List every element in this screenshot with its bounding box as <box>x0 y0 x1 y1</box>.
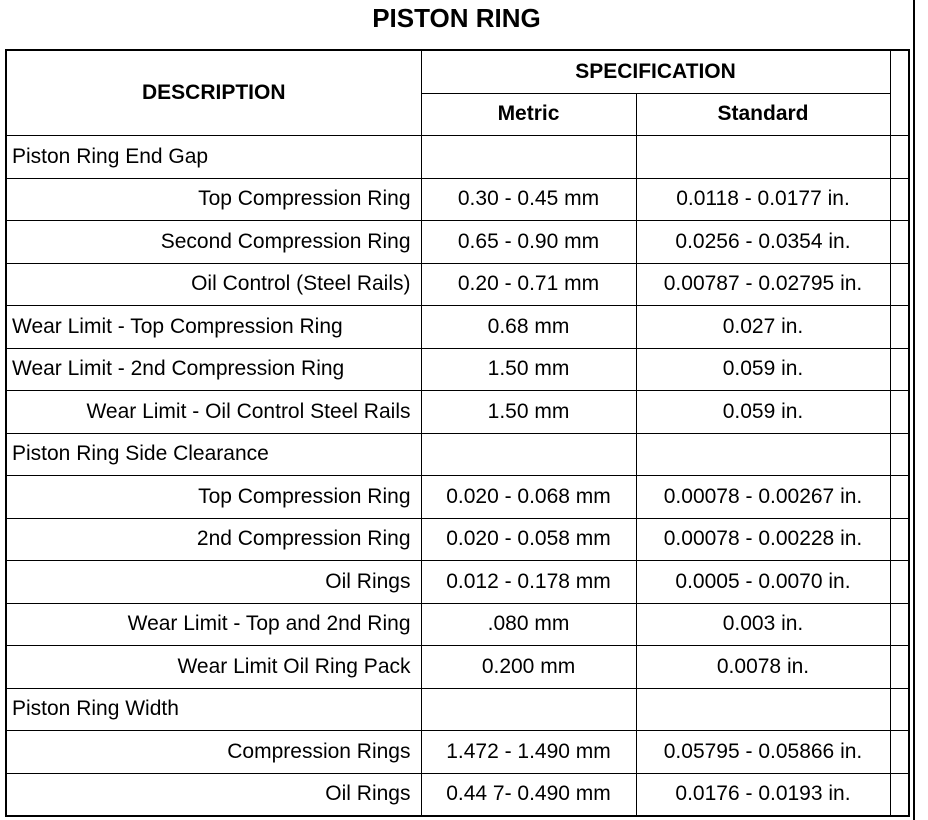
row-standard-value: 0.00078 - 0.00267 in. <box>636 476 890 519</box>
row-metric-value: .080 mm <box>421 603 636 646</box>
row-standard-value: 0.0176 - 0.0193 in. <box>636 773 890 816</box>
row-description: Wear Limit - Top Compression Ring <box>6 306 421 349</box>
table-row <box>6 731 909 774</box>
table-row <box>6 221 909 264</box>
standard-header: Standard <box>636 93 890 136</box>
row-metric-value: 0.20 - 0.71 mm <box>421 263 636 306</box>
table-row <box>6 561 909 604</box>
metric-header: Metric <box>421 93 636 136</box>
margin-cell <box>890 603 909 646</box>
row-metric-value <box>421 688 636 731</box>
page-title: PISTON RING <box>372 3 541 33</box>
table-row <box>6 348 909 391</box>
piston-ring-spec-table <box>5 49 910 817</box>
row-description: Piston Ring Side Clearance <box>6 433 421 476</box>
row-description: Piston Ring Width <box>6 688 421 731</box>
row-standard-value: 0.059 in. <box>636 348 890 391</box>
row-standard-value: 0.027 in. <box>636 306 890 349</box>
margin-cell <box>890 136 909 179</box>
row-metric-value: 0.65 - 0.90 mm <box>421 221 636 264</box>
row-description: Second Compression Ring <box>6 221 421 264</box>
row-description: Top Compression Ring <box>6 476 421 519</box>
margin-cell <box>890 178 909 221</box>
table-row <box>6 178 909 221</box>
row-description: Wear Limit - 2nd Compression Ring <box>6 348 421 391</box>
row-metric-value: 0.68 mm <box>421 306 636 349</box>
margin-cell <box>890 518 909 561</box>
row-standard-value: 0.0118 - 0.0177 in. <box>636 178 890 221</box>
description-header: DESCRIPTION <box>6 50 421 136</box>
row-metric-value: 0.44 7- 0.490 mm <box>421 773 636 816</box>
row-description: Wear Limit - Top and 2nd Ring <box>6 603 421 646</box>
row-metric-value: 0.020 - 0.068 mm <box>421 476 636 519</box>
row-standard-value: 0.059 in. <box>636 391 890 434</box>
row-standard-value: 0.0078 in. <box>636 646 890 689</box>
table-row <box>6 646 909 689</box>
row-metric-value <box>421 433 636 476</box>
row-standard-value: 0.05795 - 0.05866 in. <box>636 731 890 774</box>
row-standard-value <box>636 433 890 476</box>
table-row <box>6 518 909 561</box>
header-row-top <box>6 50 909 93</box>
margin-cell <box>890 476 909 519</box>
row-description: Top Compression Ring <box>6 178 421 221</box>
row-standard-value <box>636 688 890 731</box>
table-row <box>6 603 909 646</box>
row-description: Oil Control (Steel Rails) <box>6 263 421 306</box>
row-description: Wear Limit Oil Ring Pack <box>6 646 421 689</box>
margin-cell <box>890 433 909 476</box>
table-row <box>6 306 909 349</box>
table-row <box>6 136 909 179</box>
margin-cell <box>890 50 909 136</box>
row-standard-value: 0.003 in. <box>636 603 890 646</box>
row-description: Compression Rings <box>6 731 421 774</box>
margin-cell <box>890 348 909 391</box>
row-metric-value: 0.012 - 0.178 mm <box>421 561 636 604</box>
row-description: Oil Rings <box>6 561 421 604</box>
row-description: Wear Limit - Oil Control Steel Rails <box>6 391 421 434</box>
page-edge-rule <box>913 0 915 820</box>
table-row <box>6 773 909 816</box>
row-metric-value: 1.50 mm <box>421 391 636 434</box>
row-standard-value: 0.00787 - 0.02795 in. <box>636 263 890 306</box>
row-description: 2nd Compression Ring <box>6 518 421 561</box>
table-row <box>6 688 909 731</box>
specification-header: SPECIFICATION <box>421 50 890 93</box>
margin-cell <box>890 561 909 604</box>
row-metric-value: 0.020 - 0.058 mm <box>421 518 636 561</box>
row-description: Oil Rings <box>6 773 421 816</box>
row-metric-value: 1.472 - 1.490 mm <box>421 731 636 774</box>
row-metric-value: 0.200 mm <box>421 646 636 689</box>
table-row <box>6 433 909 476</box>
spec-table-body <box>6 136 909 817</box>
margin-cell <box>890 731 909 774</box>
margin-cell <box>890 688 909 731</box>
row-standard-value: 0.0005 - 0.0070 in. <box>636 561 890 604</box>
row-standard-value: 0.00078 - 0.00228 in. <box>636 518 890 561</box>
margin-cell <box>890 646 909 689</box>
row-description: Piston Ring End Gap <box>6 136 421 179</box>
row-metric-value: 1.50 mm <box>421 348 636 391</box>
row-metric-value: 0.30 - 0.45 mm <box>421 178 636 221</box>
margin-cell <box>890 306 909 349</box>
table-row <box>6 391 909 434</box>
row-metric-value <box>421 136 636 179</box>
margin-cell <box>890 391 909 434</box>
row-standard-value <box>636 136 890 179</box>
row-standard-value: 0.0256 - 0.0354 in. <box>636 221 890 264</box>
table-row <box>6 476 909 519</box>
margin-cell <box>890 221 909 264</box>
table-row <box>6 263 909 306</box>
margin-cell <box>890 773 909 816</box>
margin-cell <box>890 263 909 306</box>
